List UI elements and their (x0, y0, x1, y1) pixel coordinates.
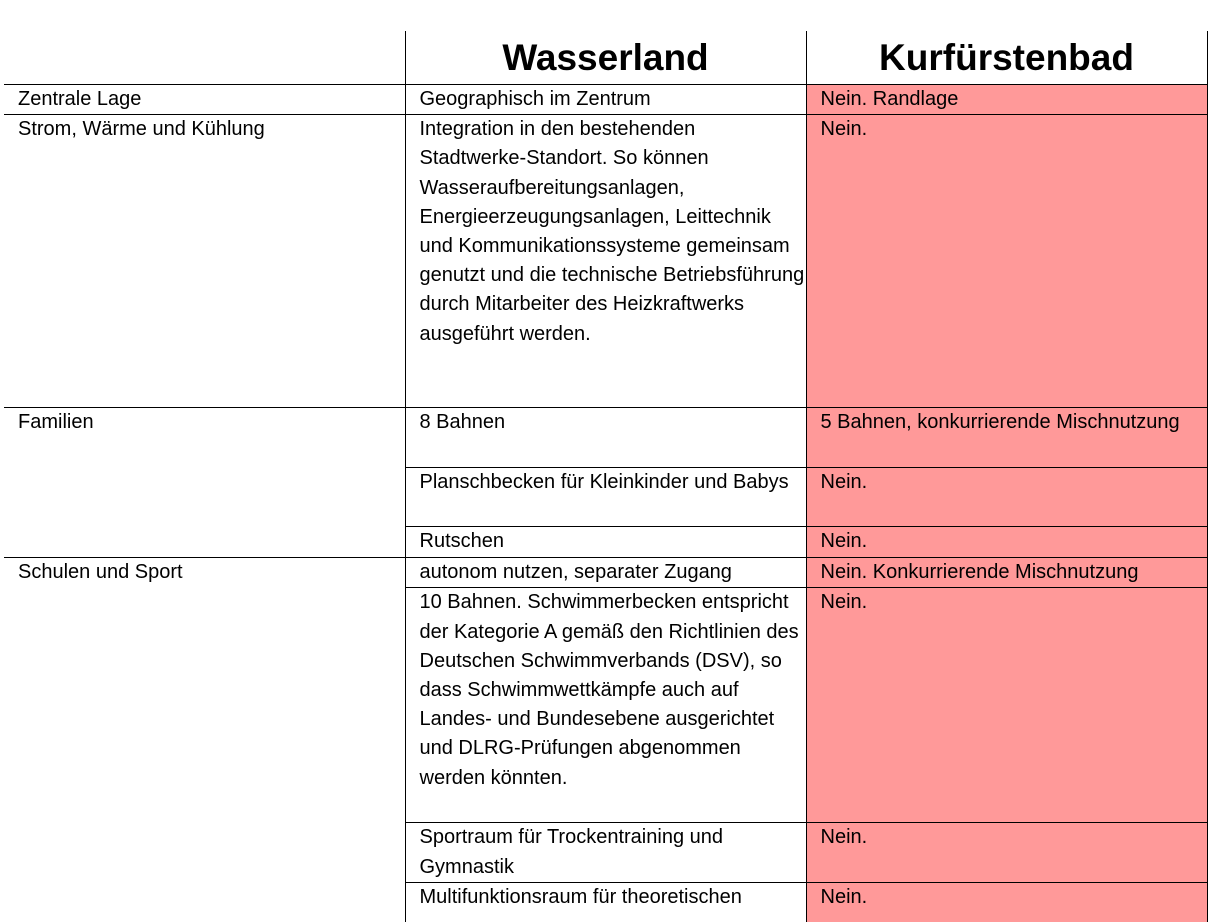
header-wasserland: Wasserland (405, 31, 806, 85)
comparison-table (4, 31, 1208, 922)
wasserland-cell: Rutschen (405, 527, 806, 558)
header-criteria (4, 31, 405, 85)
wasserland-cell: Integration in den bestehenden Stadtwerke-Standort. So können Wasseraufbereitungsanlagen, Energieerzeugungsanlagen, Leittechnik und Kommunikationssysteme gemeinsam genutzt und die technische Betriebsführung durch Mitarbeiter des Heizkraftwerks ausgeführt werden. (405, 115, 806, 408)
criterion-label: Strom, Wärme und Kühlung (4, 115, 405, 408)
kurfuerstenbad-cell: Nein. (806, 468, 1207, 527)
kurfuerstenbad-cell: Nein. (806, 115, 1207, 408)
wasserland-cell: Multifunktionsraum für theoretischen (405, 882, 806, 922)
kurfuerstenbad-cell: Nein. (806, 882, 1207, 922)
header-kurfuerstenbad: Kurfürstenbad (806, 31, 1207, 85)
wasserland-cell: 10 Bahnen. Schwimmerbecken entspricht der Kategorie A gemäß den Richtlinien des Deutschen Schwimmverbands (DSV), so dass Schwimmwettkämpfe auch auf Landes- und Bundesebene ausgerichtet und DLRG-Prüfungen abgenommen werden könnten. (405, 588, 806, 823)
kurfuerstenbad-cell: Nein. (806, 823, 1207, 882)
table-row (4, 85, 1207, 115)
table-row (4, 115, 1207, 408)
criterion-label: Zentrale Lage (4, 85, 405, 115)
table-row (4, 558, 1207, 588)
criterion-label: Familien (4, 408, 405, 558)
wasserland-cell: autonom nutzen, separater Zugang (405, 558, 806, 588)
kurfuerstenbad-cell: Nein. Konkurrierende Mischnutzung (806, 558, 1207, 588)
wasserland-cell: Sportraum für Trockentraining und Gymnastik (405, 823, 806, 882)
wasserland-cell: Planschbecken für Kleinkinder und Babys (405, 468, 806, 527)
kurfuerstenbad-cell: 5 Bahnen, konkurrierende Mischnutzung (806, 408, 1207, 468)
kurfuerstenbad-cell: Nein. (806, 588, 1207, 823)
criterion-label: Schulen und Sport (18, 561, 183, 584)
wasserland-cell: 8 Bahnen (405, 408, 806, 468)
header-row (4, 31, 1207, 85)
kurfuerstenbad-cell: Nein. (806, 527, 1207, 558)
kurfuerstenbad-cell: Nein. Randlage (806, 85, 1207, 115)
wasserland-cell: Geographisch im Zentrum (405, 85, 806, 115)
table-row (4, 408, 1207, 468)
